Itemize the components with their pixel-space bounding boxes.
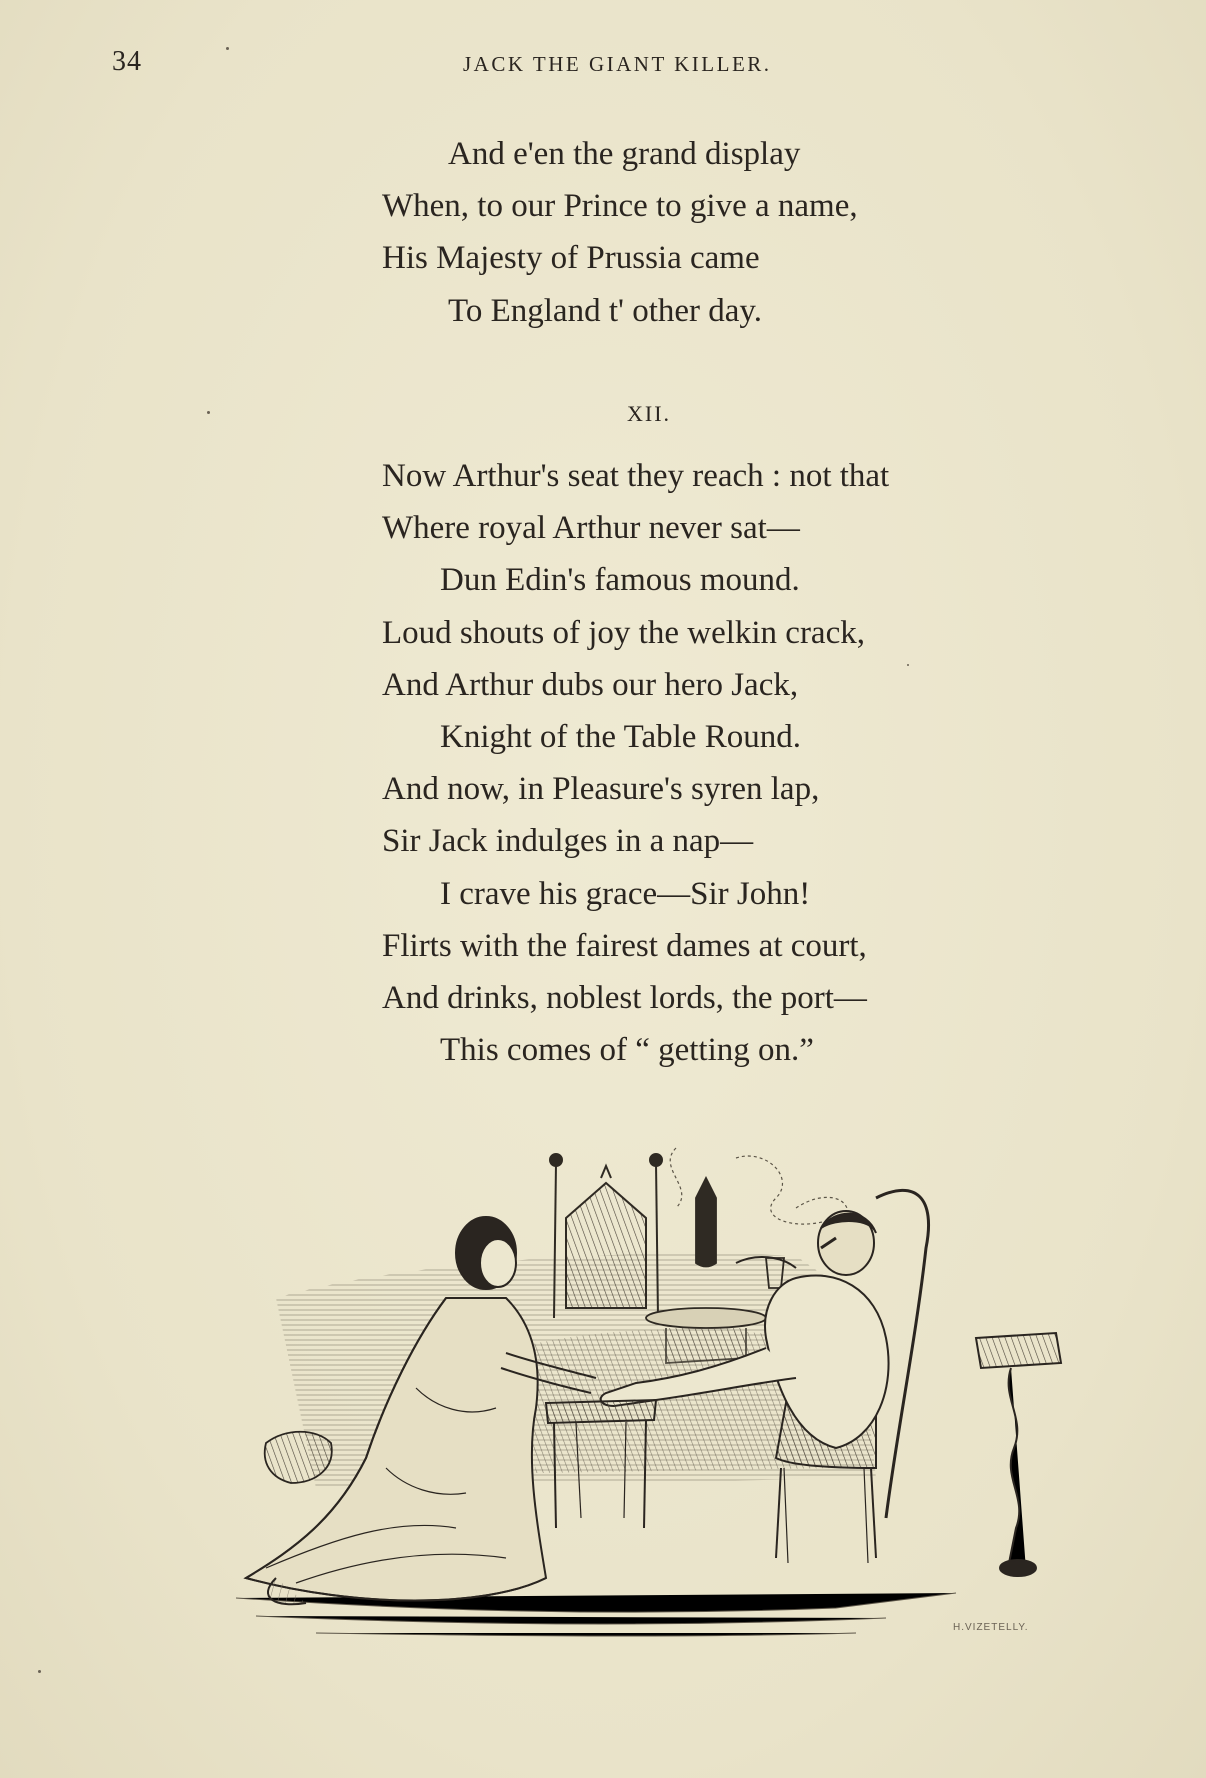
stanza-xii bbox=[382, 450, 889, 1076]
verse-line: When, to our Prince to give a name, bbox=[382, 188, 858, 225]
verse-line: Flirts with the fairest dames at court, bbox=[382, 927, 867, 964]
page-speck bbox=[38, 1670, 41, 1673]
verse-line: Sir Jack indulges in a nap— bbox=[382, 823, 754, 860]
verse-line: His Majesty of Prussia came bbox=[382, 240, 760, 277]
verse-line: And Arthur dubs our hero Jack, bbox=[382, 666, 799, 703]
verse-line: This comes of “ getting on.” bbox=[440, 1032, 814, 1069]
verse-line: And e'en the grand display bbox=[448, 136, 801, 172]
verse-line: Now Arthur's seat they reach : not that bbox=[382, 458, 890, 494]
page-speck bbox=[907, 664, 909, 666]
engraving-illustration bbox=[236, 1138, 1066, 1638]
side-table bbox=[976, 1333, 1061, 1576]
engraver-signature: H.VIZETELLY. bbox=[953, 1622, 1029, 1633]
stanza-xi-ending bbox=[382, 128, 858, 337]
running-head: JACK THE GIANT KILLER. bbox=[463, 52, 772, 76]
verse-line: Loud shouts of joy the welkin crack, bbox=[382, 614, 865, 651]
verse-line: And now, in Pleasure's syren lap, bbox=[382, 771, 820, 808]
stanza-number: XII. bbox=[627, 401, 672, 426]
verse-line: I crave his grace—Sir John! bbox=[440, 875, 811, 912]
page-speck bbox=[226, 47, 229, 50]
floor-lines bbox=[236, 1593, 956, 1636]
verse-line: And drinks, noblest lords, the port— bbox=[382, 980, 867, 1017]
page-speck bbox=[207, 411, 210, 414]
verse-line: Where royal Arthur never sat— bbox=[382, 510, 800, 547]
page-number: 34 bbox=[112, 46, 142, 77]
verse-line: Dun Edin's famous mound. bbox=[440, 562, 800, 599]
verse-line: To England t' other day. bbox=[448, 292, 762, 329]
gothic-chair bbox=[550, 1154, 662, 1318]
verse-line: Knight of the Table Round. bbox=[440, 719, 801, 756]
